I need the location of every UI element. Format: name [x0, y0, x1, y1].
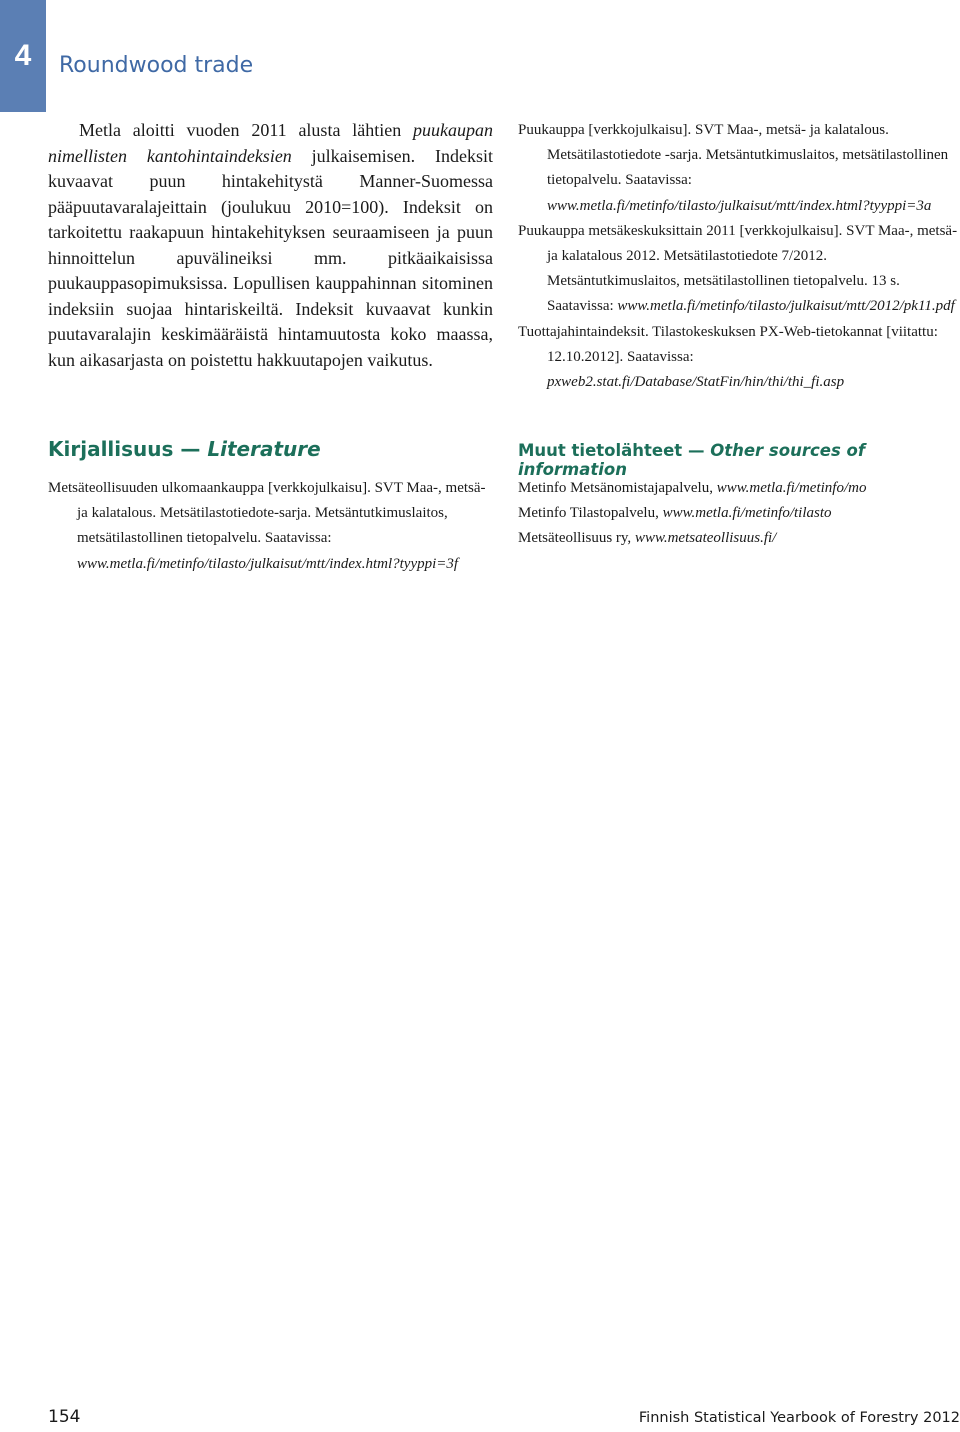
literature-link[interactable]: www.metla.fi/metinfo/tilasto/julkaisut/mtt/index.html?tyyppi=3f: [77, 555, 459, 572]
other-source-text: Metsäteollisuus ry,: [518, 530, 635, 547]
other-source-link[interactable]: www.metla.fi/metinfo/mo: [716, 480, 867, 496]
other-source-link[interactable]: www.metla.fi/metinfo/tilasto: [662, 505, 832, 522]
reference-link[interactable]: pxweb2.stat.fi/Database/StatFin/hin/thi/thi_fi.asp: [547, 374, 845, 391]
body-text-emphasis: puukaupan nimellisten kantohintaindeksien: [48, 120, 493, 166]
chapter-number-tab: [0, 0, 46, 112]
reference-item: [518, 118, 960, 219]
literature-heading-fi: Kirjallisuus: [48, 437, 174, 461]
other-source-item: [518, 476, 960, 501]
reference-item: [518, 219, 960, 320]
other-sources-list: [518, 476, 960, 552]
reference-link[interactable]: www.metla.fi/metinfo/tilasto/julkaisut/mtt/index.html?tyyppi=3a: [547, 197, 932, 214]
literature-list: [48, 476, 493, 577]
reference-text: Tuottajahintaindeksit. Tilastokeskuksen PX-Web-tietokannat [viitattu: 12.10.2012]. Saatavissa:: [518, 323, 938, 365]
literature-heading-en: Literature: [207, 437, 321, 461]
reference-text: Puukauppa metsäkeskuksittain 2011 [verkkojulkaisu]. SVT Maa-, metsä- ja kalatalous 2012. Metsätilastotiedote 7/2012. Metsäntutkimuslaitos, metsätilastollinen tietopalvelu. 13 s. Saatavissa:: [518, 222, 958, 315]
body-text-rest: julkaisemisen. Indeksit kuvaavat puun hintakehitystä Manner-Suomessa pääpuutavaralajeittain (joulukuu 2010=100). Indeksit on tarkoitettu raakapuun hintakehityksen seuraamiseen ja puun hinnoittelun apuvälineiksi mm. pitkäaikaisissa puukauppasopimuksissa. Lopullisen kauppahinnan sitominen indeksiin suojaa hintariskeiltä. Indeksit kuvaavat kunkin puutavaralajin keskimääräistä hintamuutosta koko maassa, kun aikasarjasta on poistettu hakkuutapojen vaikutus.: [48, 145, 493, 370]
reference-link[interactable]: www.metla.fi/metinfo/tilasto/julkaisut/mtt/2012/pk11.pdf: [617, 298, 955, 315]
other-source-item: [518, 501, 960, 526]
reference-text: Puukauppa [verkkojulkaisu]. SVT Maa-, metsä- ja kalatalous. Metsätilastotiedote -sarja. Metsäntutkimuslaitos, metsätilastollinen tietopalvelu. Saatavissa:: [518, 122, 949, 189]
other-sources-heading-en: Other sources of information: [518, 441, 866, 479]
other-source-link[interactable]: www.metsateollisuus.fi/: [634, 530, 777, 547]
literature-heading: [48, 437, 493, 461]
heading-separator: —: [173, 437, 208, 461]
other-sources-heading-fi: Muut tietolähteet: [518, 441, 683, 460]
reference-list-top: [518, 118, 960, 395]
chapter-title: Roundwood trade: [59, 53, 254, 78]
book-title: Finnish Statistical Yearbook of Forestry 2012: [638, 1410, 960, 1426]
other-source-text: Metinfo Metsänomistajapalvelu,: [518, 480, 717, 496]
page-number: 154: [48, 1407, 81, 1427]
literature-text: Metsäteollisuuden ulkomaankauppa [verkkojulkaisu]. SVT Maa-, metsä- ja kalatalous. Metsätilastotiedote-sarja. Metsäntutkimuslaitos, metsätilastollinen tietopalvelu. Saatavissa:: [48, 480, 486, 547]
literature-item: [48, 476, 493, 577]
other-sources-heading: [518, 441, 960, 479]
other-source-item: [518, 526, 960, 551]
other-source-text: Metinfo Tilastopalvelu,: [518, 505, 663, 522]
body-text-start: Metla aloitti vuoden 2011 alusta lähtien: [79, 120, 413, 140]
heading-separator: —: [682, 441, 711, 460]
body-paragraph: [48, 118, 493, 373]
reference-item: [518, 320, 960, 396]
chapter-number: 4: [14, 39, 32, 72]
